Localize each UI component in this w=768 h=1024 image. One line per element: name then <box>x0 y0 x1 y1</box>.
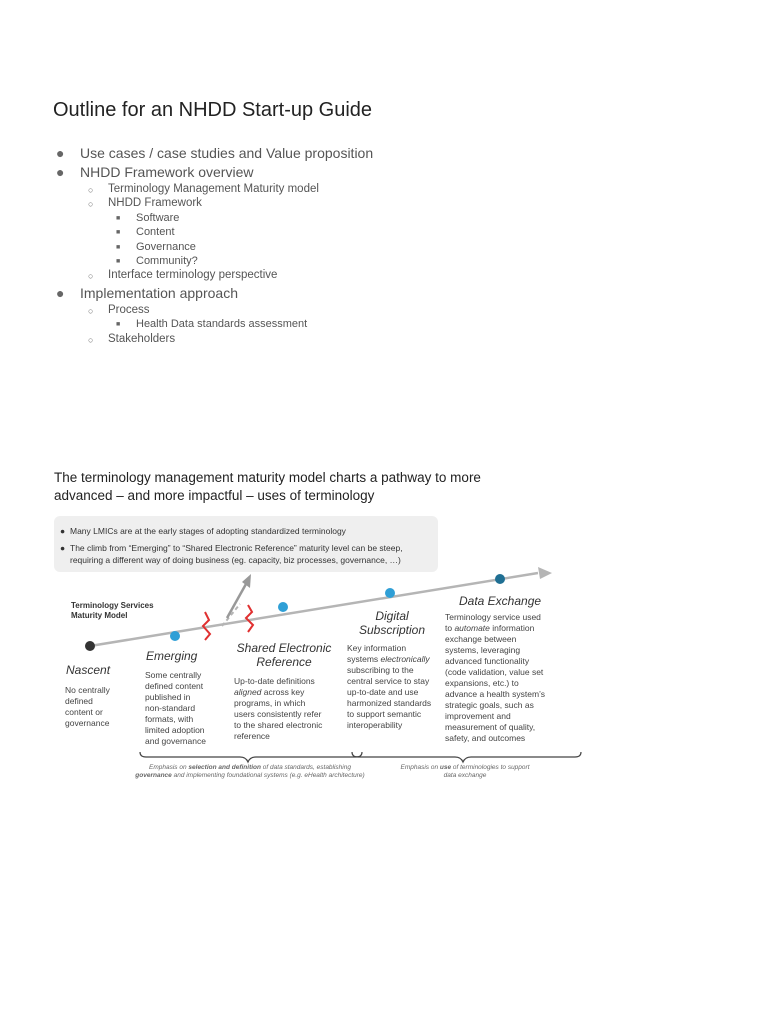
stage-desc-digital <box>347 643 442 731</box>
emphasis-left <box>100 764 400 780</box>
bullet-icon: ■ <box>116 258 121 265</box>
stage-desc-line: improvement and <box>445 711 511 721</box>
stage-title-shared <box>228 641 340 669</box>
stage-desc-line: defined <box>65 696 93 706</box>
stage-desc-line: interoperability <box>347 720 403 730</box>
digital-subscription-dot <box>385 588 395 598</box>
bullet-icon: ● <box>56 164 65 180</box>
stage-title-digital-line-1: Digital <box>375 609 409 623</box>
stage-desc-line: and governance <box>145 736 206 746</box>
stage-title-digital <box>352 609 432 637</box>
outline-item-text: Use cases / case studies and Value proposition <box>80 145 374 161</box>
bullet-icon: ○ <box>88 199 94 209</box>
stage-desc-line: non-standard <box>145 703 196 713</box>
stage-desc-line: programs, in which <box>234 698 306 708</box>
stage-desc-line: defined content <box>145 681 204 691</box>
stage-desc-line: Key information <box>347 643 407 653</box>
bullet-icon: ○ <box>88 335 94 345</box>
model-label-line-2: Maturity Model <box>71 611 128 620</box>
callout-text-3: requiring a different way of doing business (eg. capacity, biz processes, governance, …) <box>70 555 401 565</box>
stage-desc-line: subscribing to the <box>347 665 414 675</box>
stage-desc-line: Terminology service used <box>445 612 541 622</box>
stage-desc-line: governance <box>65 718 110 728</box>
data-exchange-dot <box>495 574 505 584</box>
outline-item-text: Governance <box>136 241 196 253</box>
figure-heading-line-2: advanced – and more impactful – uses of terminology <box>54 488 375 503</box>
emphasis-right-line-2: data exchange <box>443 772 487 779</box>
pathway-arrow-head <box>538 567 552 579</box>
bullet-icon: ■ <box>116 321 121 328</box>
model-label-line-1: Terminology Services <box>71 601 154 610</box>
bullet-icon: ○ <box>88 306 94 316</box>
outline-item-text: Implementation approach <box>80 285 238 301</box>
stage-desc-line: strategic goals, such as <box>445 700 534 710</box>
stage-desc-line: exchange between <box>445 634 517 644</box>
stage-desc-line: advance a health system’s <box>445 689 546 699</box>
stage-desc-line: systems, leveraging <box>445 645 521 655</box>
outline-item-text: Interface terminology perspective <box>108 269 278 281</box>
emphasis-right-line-1: Emphasis on use of terminologies to support <box>400 764 530 771</box>
bullet-icon: ● <box>56 145 65 161</box>
outline-item-text: Community? <box>136 255 198 267</box>
stage-desc-line: Some centrally <box>145 670 202 680</box>
stage-desc-line: harmonized standards <box>347 698 432 708</box>
stage-desc-line: to support semantic <box>347 709 422 719</box>
stage-desc-line: No centrally <box>65 685 110 695</box>
stage-desc-line: advanced functionality <box>445 656 530 666</box>
stage-desc-line: content or <box>65 707 103 717</box>
callout-text-1: Many LMICs are at the early stages of adopting standardized terminology <box>70 526 346 536</box>
stage-desc-nascent <box>65 685 135 729</box>
shared-reference-dot <box>278 602 288 612</box>
stage-desc-line: measurement of quality, <box>445 722 536 732</box>
outline-item-text: Software <box>136 212 180 224</box>
outline-item-text: Stakeholders <box>108 333 176 345</box>
stage-desc-line: formats, with <box>145 714 194 724</box>
nascent-dot <box>85 641 95 651</box>
bullet-icon: ● <box>60 526 66 536</box>
bullet-icon: ○ <box>88 271 94 281</box>
outline-item-text: NHDD Framework <box>108 197 202 209</box>
outline-item-text: Content <box>136 226 175 238</box>
outline-item-text: Terminology Management Maturity model <box>108 183 319 195</box>
right-brace <box>352 752 581 762</box>
emphasis-right <box>380 764 550 780</box>
stage-desc-line: central service to stay <box>347 676 430 686</box>
figure-heading-line-1: The terminology management maturity model charts a pathway to more <box>54 470 481 485</box>
climb-arrow-line <box>227 584 246 618</box>
left-brace <box>140 752 362 762</box>
stage-desc-line: aligned across key <box>234 687 305 697</box>
bullet-icon: ■ <box>116 244 121 251</box>
stage-desc-emerging <box>145 670 225 747</box>
outline-item-text: NHDD Framework overview <box>80 164 254 180</box>
model-label <box>71 601 161 621</box>
stage-title-emerging: Emerging <box>146 649 198 663</box>
stage-desc-line: to the shared electronic <box>234 720 323 730</box>
stage-desc-line: Up-to-date definitions <box>234 676 315 686</box>
outline-item-text: Health Data standards assessment <box>136 318 308 330</box>
stage-desc-line: published in <box>145 692 191 702</box>
stage-title-nascent: Nascent <box>66 663 111 677</box>
stage-title-shared-line-2: Reference <box>256 655 312 669</box>
stage-desc-line: to automate information <box>445 623 535 633</box>
stage-desc-line: up-to-date and use <box>347 687 419 697</box>
stage-desc-line: reference <box>234 731 270 741</box>
bullet-icon: ○ <box>88 185 94 195</box>
climb-arrow-head <box>242 574 251 588</box>
emphasis-left-line-2: governance and implementing foundational systems (e.g. eHealth architecture) <box>135 772 365 779</box>
stage-desc-line: systems electronically <box>347 654 430 664</box>
stage-title-exchange: Data Exchange <box>459 594 542 608</box>
bullet-icon: ■ <box>116 215 121 222</box>
emphasis-left-line-1: Emphasis on selection and definition of data standards, establishing <box>149 764 351 771</box>
stage-title-digital-line-2: Subscription <box>358 623 426 637</box>
stage-desc-shared <box>234 676 344 742</box>
bullet-icon: ■ <box>116 229 121 236</box>
bullet-icon: ● <box>60 543 66 553</box>
stage-desc-line: limited adoption <box>145 725 205 735</box>
stage-desc-line: (code validation, value set <box>445 667 544 677</box>
stage-desc-line: safety, and outcomes <box>445 733 526 743</box>
stage-desc-line: users consistently refer <box>234 709 322 719</box>
emerging-dot <box>170 631 180 641</box>
stage-desc-exchange <box>445 612 563 744</box>
callout-text-2: The climb from “Emerging” to “Shared Electronic Reference” maturity level can be steep, <box>70 543 403 553</box>
bullet-icon: ● <box>56 285 65 301</box>
outline-item-text: Process <box>108 304 150 316</box>
page-title: Outline for an NHDD Start-up Guide <box>53 99 373 121</box>
stage-desc-line: expansions, etc.) to <box>445 678 519 688</box>
stage-title-shared-line-1: Shared Electronic <box>236 641 332 655</box>
